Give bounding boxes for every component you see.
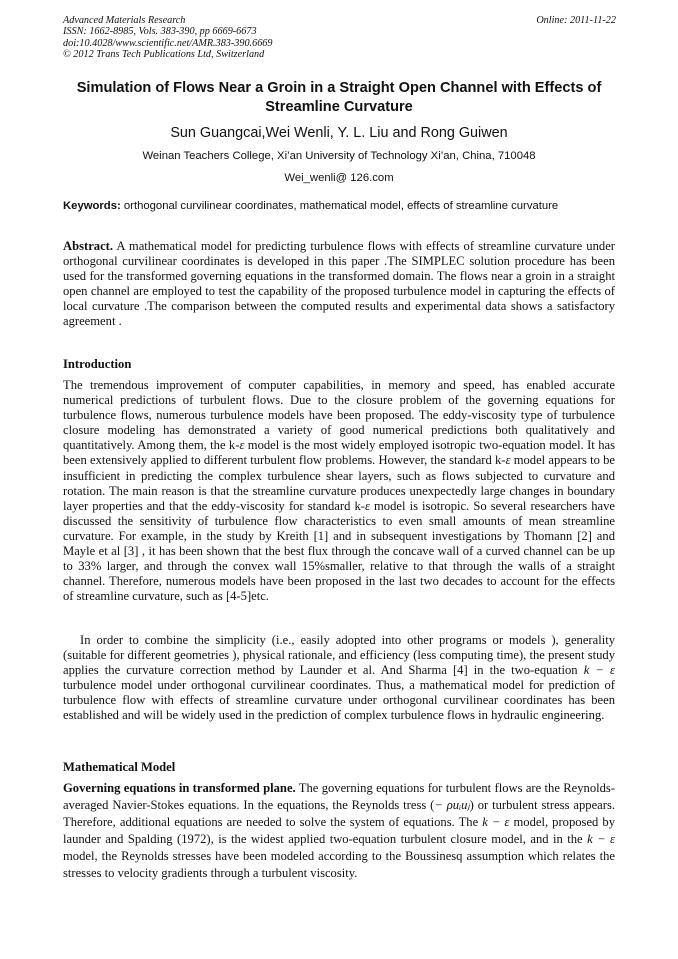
k-epsilon-symbol: k − ε (587, 832, 615, 846)
math-model-heading: Mathematical Model (63, 760, 176, 774)
introduction-paragraph-2 (63, 633, 615, 724)
intro-p2-text-a: In order to combine the simplicity (i.e., easily adopted into other programs or models ), generality (suitable for different geometries ), physical rationale, and efficiency (less computing time), the present study applies the curvature correction method by Launder et al. And Sharma [4] in the two-equation (63, 633, 615, 678)
author-email: Wei_wenli@ 126.com (284, 172, 394, 184)
author-affiliation: Weinan Teachers College, Xi’an University of Technology Xi’an, China, 710048 (142, 150, 536, 162)
introduction-paragraph-1 (63, 378, 615, 604)
journal-header (63, 15, 272, 61)
intro-p2-text-b: turbulence model under orthogonal curvilinear coordinates. Thus, a mathematical model for prediction of turbulence flow with effects of streamline curvature under orthogonal curvilinear coordinates has been established and will be widely used in the prediction of complex turbulence flows in hydraulic engineering. (63, 678, 615, 723)
abstract-block (63, 239, 615, 330)
keywords-label: Keywords: (63, 200, 121, 212)
abstract-text: A mathematical model for predicting turbulence flows with effects of streamline curvature under orthogonal curvilinear coordinates is developed in this paper .The SIMPLEC solution procedure has been used for the transformed governing equations in the transformed domain. The flows near a groin in a straight open channel are employed to test the capability of the proposed turbulence model in capturing the effects of local curvature .The comparison between the computed results and experimental data shows a satisfactory agreement . (63, 239, 615, 329)
math-text-a: The governing equations for turbulent flows are the Reynolds-averaged Navier-Stokes equations. In the equations, the Reynolds tress ( (63, 781, 616, 812)
paper-authors: Sun Guangcai,Wei Wenli, Y. L. Liu and Rong Guiwen (170, 125, 508, 141)
introduction-heading: Introduction (63, 357, 132, 371)
journal-name: Advanced Materials Research (63, 15, 186, 26)
intro-p1-text-b: model is the most widely employed isotropic two-equation model. It has been extensively applied to different turbulent flow problems. However, the standard k- (63, 438, 615, 468)
k-epsilon-symbol: k − ε (482, 815, 510, 829)
math-text-d: model, the Reynolds stresses have been modeled according to the Boussinesq assumption which relates the stresses to velocity gradients through a turbulent viscosity. (63, 849, 615, 880)
online-date: Online: 2011-11-22 (536, 15, 616, 26)
epsilon-symbol: ε (364, 498, 370, 513)
journal-copyright: © 2012 Trans Tech Publications Ltd, Switzerland (63, 49, 265, 61)
intro-p1-text-a: The tremendous improvement of computer capabilities, in memory and speed, has enabled accurate numerical predictions of turbulent flows. Due to the closure problem of the governing equations for turbulence flows, numerous turbulence models have been proposed. The eddy-viscosity type of turbulence closure modeling has demonstrated a variety of good numerical predictions both qualitatively and quantitatively. Among them, the k- (63, 378, 615, 453)
reynolds-stress-symbol: − ρuᵢuⱼ (434, 798, 470, 812)
governing-equations-subheading: Governing equations in transformed plane. (63, 781, 296, 795)
abstract-label: Abstract. (63, 239, 114, 253)
keywords-text: orthogonal curvilinear coordinates, mathematical model, effects of streamline curvature (120, 200, 559, 212)
math-model-paragraph (63, 780, 615, 882)
intro-p1-text-c: model appears to be insufficient in predicting the complex turbulence shear layers, such as flows subjected to curvature and rotation. The main reason is that the streamline curvature produces unexpectedly large changes in boundary layer properties and that the eddy-viscosity for standard k- (63, 453, 615, 513)
journal-issn: ISSN: 1662-8985, Vols. 383-390, pp 6669-6673 (63, 26, 257, 38)
keywords-block (63, 199, 615, 214)
math-text-b: ) or turbulent stress appears. Therefore, additional equations are needed to solve the system of equations. The (63, 798, 615, 829)
k-epsilon-symbol: k − ε (583, 663, 615, 678)
paper-title: Simulation of Flows Near a Groin in a Straight Open Channel with Effects of Streamline Curvature (76, 80, 602, 115)
epsilon-symbol: ε (239, 438, 245, 453)
epsilon-symbol: ε (505, 453, 511, 468)
journal-doi: doi:10.4028/www.scientific.net/AMR.383-390.6669 (63, 37, 273, 49)
intro-p1-text-d: model is isotropic. So several researchers have discussed the sensitivity of turbulence flow characteristics to even small amounts of mean streamline curvature. For example, in the study by Kreith [1] and in subsequent investigations by Thomann [2] and Mayle et al [3] , it has been shown that the best flux through the concave wall of a curved channel can be up to 33% larger, and through the convex wall 15%smaller, relative to that through the walls of a straight channel. Therefore, numerous models have been proposed in the last two decades to account for the effects of streamline curvature, such as [4-5]etc. (63, 498, 615, 604)
math-text-c: model, proposed by launder and Spalding (1972), is the widest applied two-equation turbulent closure model, and in the (63, 815, 615, 846)
